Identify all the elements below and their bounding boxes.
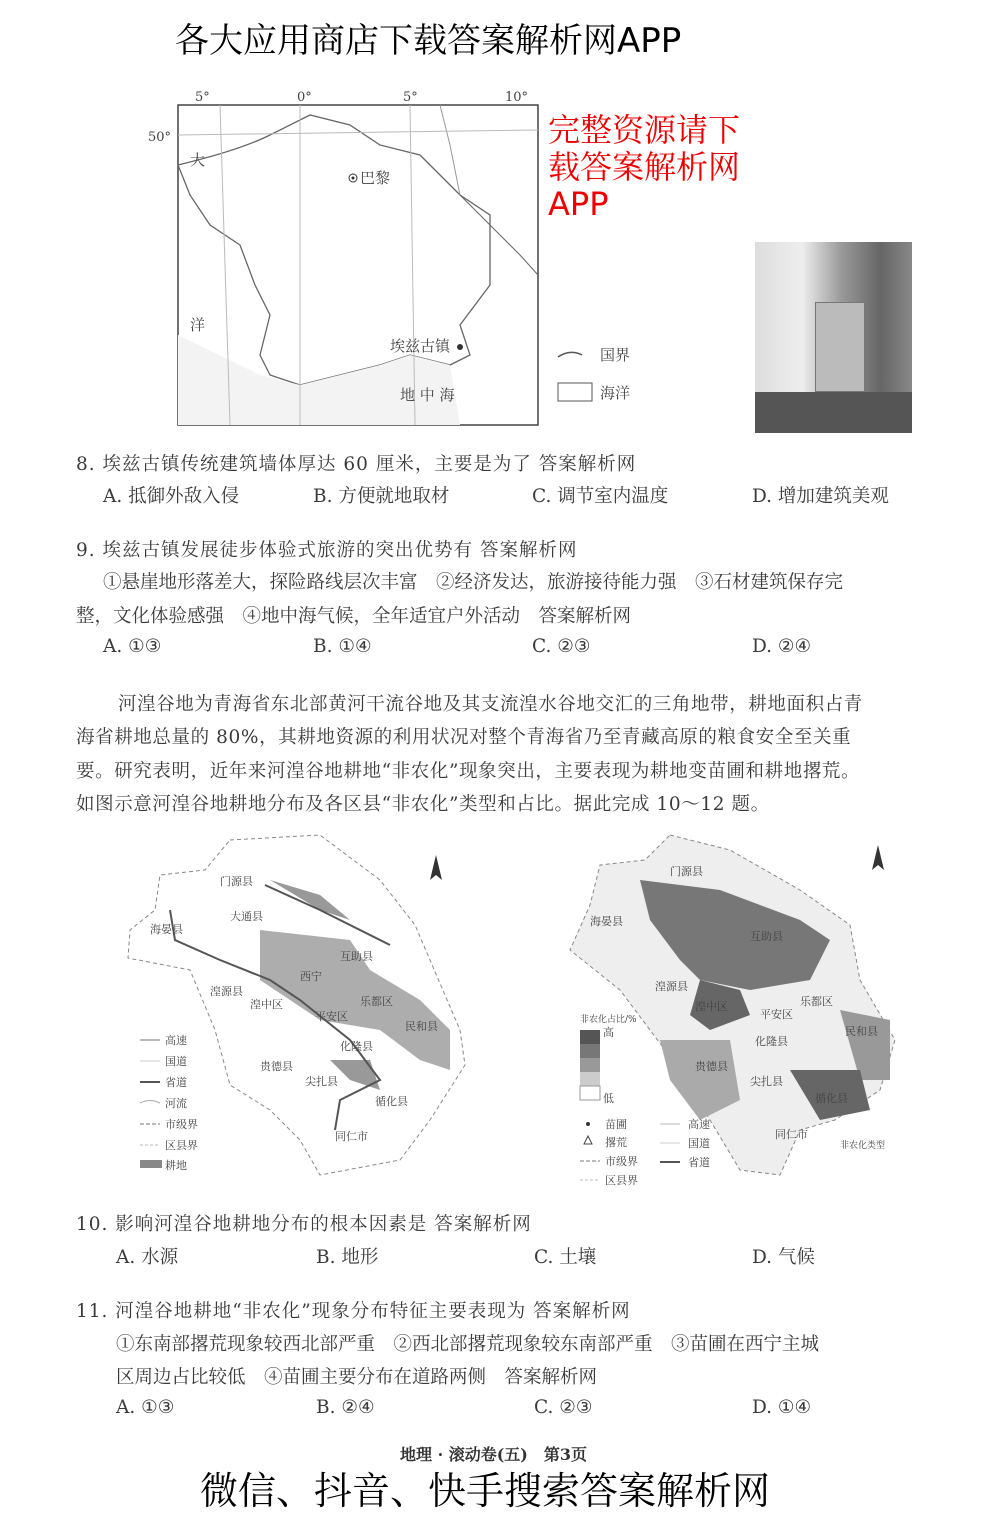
- q11-option-c[interactable]: C. ②③: [534, 1397, 593, 1418]
- legend-high: 高: [603, 1026, 614, 1039]
- q9-option-a[interactable]: A. ①③: [103, 636, 162, 657]
- legend-label: 省道: [165, 1076, 187, 1089]
- q9-option-d[interactable]: D. ②④: [752, 636, 812, 657]
- county-label: 循化县: [375, 1095, 408, 1108]
- q9-statements: ①悬崖地形落差大，探险路线层次丰富 ②经济发达，旅游接待能力强 ③石材建筑保存完: [103, 572, 844, 593]
- county-label: 化隆县: [340, 1040, 373, 1053]
- legend-label: 区县界: [165, 1139, 198, 1152]
- passage-line: 河湟谷地为青海省东北部黄河干流谷地及其支流湟水谷地交汇的三角地带，耕地面积占青: [118, 694, 863, 715]
- county-label: 湟源县: [210, 985, 243, 998]
- map-legend: [140, 1033, 198, 1172]
- county-label: 海晏县: [590, 915, 623, 928]
- q10-option-a[interactable]: A. 水源: [116, 1247, 179, 1268]
- non-agri-map: [560, 830, 900, 1190]
- north-arrow-icon: [430, 855, 442, 880]
- county-label: 同仁市: [775, 1128, 808, 1141]
- q9-option-b[interactable]: B. ①④: [313, 636, 372, 657]
- town-photo: [755, 242, 912, 433]
- county-label: 乐都区: [360, 995, 393, 1008]
- county-label: 化隆县: [755, 1035, 788, 1048]
- legend-label: 市级界: [165, 1118, 198, 1131]
- county-label: 西宁: [300, 970, 322, 983]
- cropland-map: [120, 830, 480, 1190]
- q9-option-c[interactable]: C. ②③: [532, 636, 591, 657]
- watermark-center: 完整资源请下载答案解析网APP: [548, 111, 741, 223]
- page-footer: 地理 · 滚动卷(五) 第3页: [400, 1445, 587, 1464]
- legend-label: 省道: [688, 1156, 710, 1169]
- county-label: 民和县: [405, 1020, 438, 1033]
- north-arrow-icon: [872, 845, 884, 870]
- passage-line: 如图示意河湟谷地耕地分布及各区县“非农化”类型和占比。据此完成 10～12 题。: [76, 794, 770, 815]
- lat-tick: 50°: [148, 130, 172, 145]
- q8-option-c[interactable]: C. 调节室内温度: [532, 486, 669, 507]
- q10-option-d[interactable]: D. 气候: [752, 1247, 815, 1268]
- legend-label: 高速: [165, 1034, 187, 1047]
- county-label: 尖扎县: [305, 1075, 338, 1088]
- county-label: 互助县: [340, 950, 373, 963]
- county-label: 大通县: [230, 910, 263, 923]
- county-label: 海晏县: [150, 923, 183, 936]
- county-label: 平安区: [315, 1010, 348, 1023]
- lon-tick: 10°: [505, 90, 529, 105]
- q11-option-d[interactable]: D. ①④: [752, 1397, 812, 1418]
- watermark-bottom: 微信、抖音、快手搜索答案解析网: [200, 1469, 771, 1513]
- county-label: 湟中区: [250, 998, 283, 1011]
- legend-label: 市级界: [605, 1155, 638, 1168]
- ocean-label: 洋: [190, 316, 206, 334]
- ocean-label: 大: [190, 151, 206, 169]
- q11-statements: ①东南部撂荒现象较西北部严重 ②西北部撂荒现象较东南部严重 ③苗圃在西宁主城: [116, 1334, 820, 1355]
- legend-label: 国道: [165, 1055, 187, 1068]
- county-label: 湟中区: [695, 1000, 728, 1013]
- q10-option-b[interactable]: B. 地形: [316, 1247, 379, 1268]
- county-label: 贵德县: [260, 1060, 293, 1073]
- q8-option-a[interactable]: A. 抵御外敌入侵: [103, 486, 240, 507]
- county-label: 尖扎县: [750, 1075, 783, 1088]
- county-label: 门源县: [670, 865, 703, 878]
- town-label: 埃兹古镇: [390, 337, 451, 355]
- watermark-top: 各大应用商店下载答案解析网APP: [175, 21, 682, 61]
- legend-label: 河流: [165, 1097, 187, 1110]
- lon-tick: 5°: [403, 90, 418, 105]
- county-label: 民和县: [845, 1025, 878, 1038]
- nursery-dot-icon: [586, 1122, 590, 1126]
- q11-option-b[interactable]: B. ②④: [316, 1397, 375, 1418]
- legend-label: 耕地: [165, 1159, 187, 1172]
- paris-label: 巴黎: [360, 169, 391, 187]
- abandoned-triangle-icon: [584, 1136, 592, 1144]
- legend-label: 撂荒: [605, 1136, 627, 1149]
- type-legend-title: 非农化类型: [840, 1141, 886, 1151]
- passage-line: 海省耕地总量的 80%，其耕地资源的利用状况对整个青海省乃至青藏高原的粮食安全至关重: [76, 727, 852, 748]
- legend-ocean: 海洋: [600, 384, 631, 402]
- q10-option-c[interactable]: C. 土壤: [534, 1247, 597, 1268]
- county-label: 贵德县: [695, 1060, 728, 1073]
- q9-statements-cont: 整，文化体验感强 ④地中海气候，全年适宜户外活动 答案解析网: [76, 606, 632, 627]
- legend-label: 国道: [688, 1137, 710, 1150]
- passage-line: 要。研究表明，近年来河湟谷地耕地“非农化”现象突出，主要表现为耕地变苗圃和耕地撂荒。: [76, 761, 861, 782]
- county-label: 门源县: [220, 875, 253, 888]
- legend-border: 国界: [600, 346, 631, 364]
- q9-stem: 9. 埃兹古镇发展徒步体验式旅游的突出优势有 答案解析网: [76, 540, 578, 561]
- legend-low: 低: [603, 1092, 614, 1105]
- legend-label: 苗圃: [605, 1118, 627, 1131]
- q8-option-b[interactable]: B. 方便就地取材: [313, 486, 450, 507]
- county-label: 互助县: [750, 930, 783, 943]
- county-label: 湟源县: [655, 980, 688, 993]
- q8-option-d[interactable]: D. 增加建筑美观: [752, 486, 889, 507]
- q11-stem: 11. 河湟谷地耕地“非农化”现象分布特征主要表现为 答案解析网: [76, 1301, 631, 1322]
- lon-tick: 0°: [297, 90, 312, 105]
- county-label: 同仁市: [335, 1130, 368, 1143]
- lon-tick: 5°: [195, 90, 210, 105]
- legend-label: 区县界: [605, 1174, 638, 1187]
- county-label: 平安区: [760, 1008, 793, 1021]
- q11-option-a[interactable]: A. ①③: [116, 1397, 175, 1418]
- q10-stem: 10. 影响河湟谷地耕地分布的根本因素是 答案解析网: [76, 1214, 532, 1235]
- sea-label: 地 中 海: [400, 386, 455, 404]
- q11-statements-cont: 区周边占比较低 ④苗圃主要分布在道路两侧 答案解析网: [116, 1367, 598, 1388]
- legend-title: 非农化占比/%: [580, 1015, 637, 1025]
- county-label: 乐都区: [800, 995, 833, 1008]
- legend-label: 高速: [688, 1118, 710, 1131]
- county-label: 循化县: [815, 1092, 848, 1105]
- q8-stem: 8. 埃兹古镇传统建筑墙体厚达 60 厘米，主要是为了 答案解析网: [76, 454, 637, 475]
